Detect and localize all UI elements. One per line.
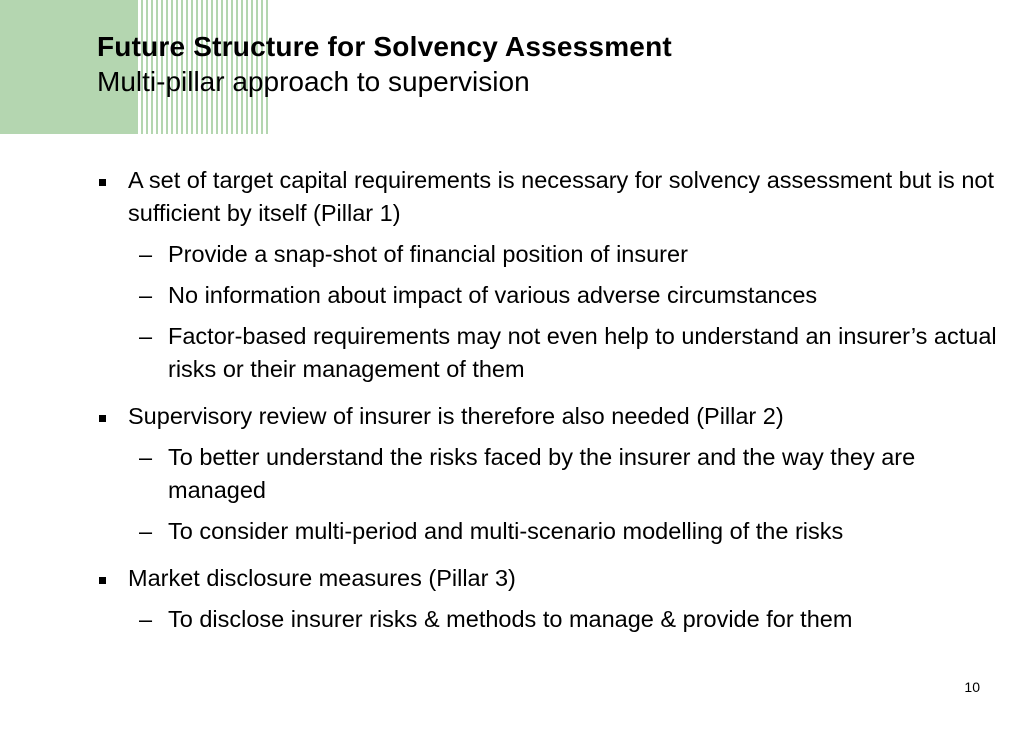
slide-title: Future Structure for Solvency Assessment — [97, 31, 672, 62]
sub-bullet-item — [97, 320, 997, 386]
bullet-item-pillar-3 — [97, 562, 997, 636]
dash-bullet-icon: – — [139, 606, 153, 632]
page-number: 10 — [964, 679, 980, 695]
sub-bullet-text: Factor-based requirements may not even help to understand an insurer’s actual risks or their management of them — [168, 323, 997, 382]
dash-bullet-icon: – — [139, 241, 153, 267]
sub-bullet-item — [97, 238, 997, 271]
slide-subtitle: Multi-pillar approach to supervision — [97, 66, 530, 97]
dash-bullet-icon: – — [139, 323, 153, 349]
bullet-text: Market disclosure measures (Pillar 3) — [128, 565, 516, 591]
sub-bullet-item — [97, 515, 997, 548]
bullet-text: A set of target capital requirements is necessary for solvency assessment but is not sufficient by itself (Pillar 1) — [128, 167, 994, 226]
square-bullet-icon — [99, 577, 106, 584]
sub-bullet-text: To disclose insurer risks & methods to manage & provide for them — [168, 606, 853, 632]
bullet-item-pillar-1 — [97, 164, 997, 386]
sub-bullet-item — [97, 603, 997, 636]
square-bullet-icon — [99, 179, 106, 186]
dash-bullet-icon: – — [139, 518, 153, 544]
bullet-list — [97, 164, 997, 650]
sub-bullet-text: To better understand the risks faced by the insurer and the way they are managed — [168, 444, 916, 503]
sub-bullet-text: Provide a snap-shot of financial position of insurer — [168, 241, 688, 267]
sub-bullet-item — [97, 441, 997, 507]
bullet-item-pillar-2 — [97, 400, 997, 548]
square-bullet-icon — [99, 415, 106, 422]
sub-bullet-text: To consider multi-period and multi-scenario modelling of the risks — [168, 518, 844, 544]
dash-bullet-icon: – — [139, 444, 153, 470]
sub-bullet-item — [97, 279, 997, 312]
bullet-text: Supervisory review of insurer is therefore also needed (Pillar 2) — [128, 403, 784, 429]
sub-bullet-text: No information about impact of various adverse circumstances — [168, 282, 818, 308]
dash-bullet-icon: – — [139, 282, 153, 308]
